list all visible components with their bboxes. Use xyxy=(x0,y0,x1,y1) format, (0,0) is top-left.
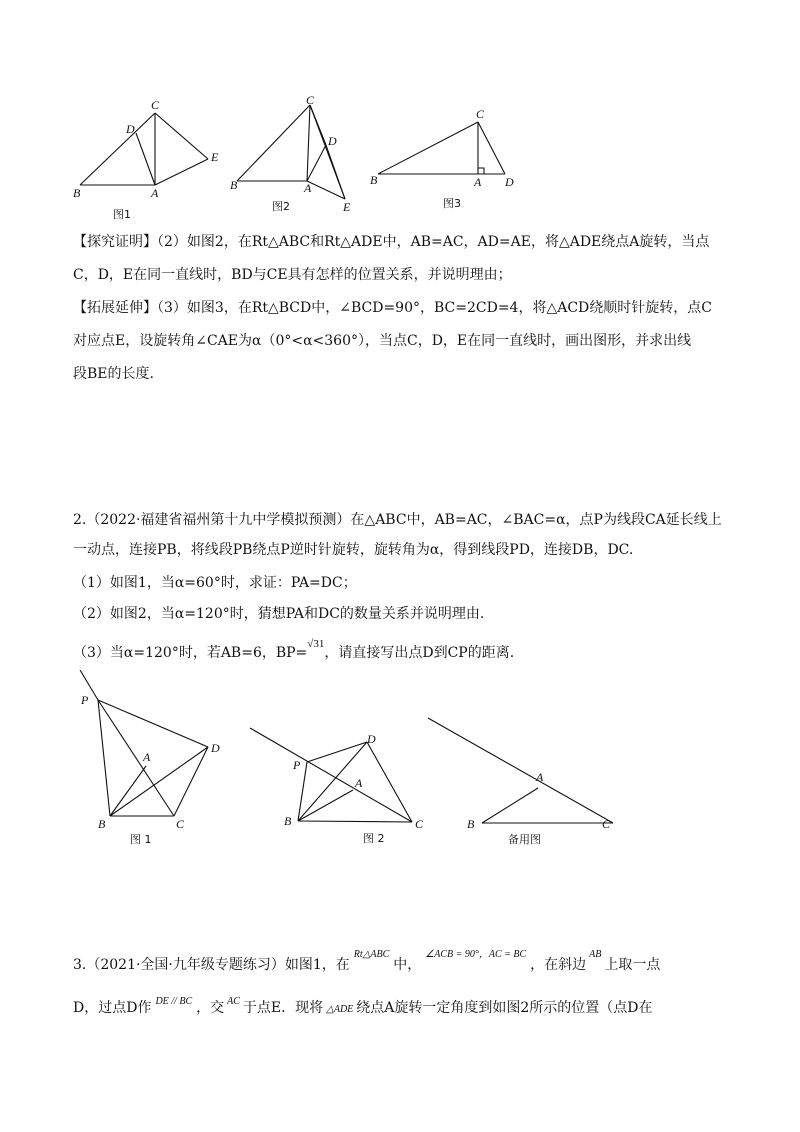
q2-sqrt: √31 xyxy=(307,638,325,650)
fig1-label-E: E xyxy=(211,150,219,164)
fig2-label-A: A xyxy=(304,181,312,195)
top-figures xyxy=(60,95,530,220)
q3-line2 xyxy=(73,998,653,1020)
m-fig3-caption: 备用图 xyxy=(508,833,541,846)
figure-3-triangle xyxy=(370,107,514,210)
m-fig1-label-B: B xyxy=(98,817,106,831)
q3-line1-a: 3.（2021·全国·九年级专题练习）如图1，在 xyxy=(73,957,350,973)
q1-part3-line1: 【拓展延伸】（3）如图3，在Rt△BCD中，∠BCD=90°，BC=2CD=4，将△ACD绕顺时针旋转，点C xyxy=(73,300,712,316)
figure-2-rotation xyxy=(250,728,424,845)
m-fig1-label-C: C xyxy=(176,817,185,831)
figure-1-triangle xyxy=(73,98,219,220)
q3-line1-d: 上取一点 xyxy=(604,957,661,973)
q1-part3-line2: 对应点E，设旋转角∠CAE为α（0°<α<360°），当点C，D，E在同一直线时，画出图形，并求出线 xyxy=(73,333,692,349)
fig3-label-A: A xyxy=(474,175,482,189)
m-fig1-caption: 图 1 xyxy=(130,833,152,846)
q3-line1-b: 中， xyxy=(393,957,422,973)
figure-2-triangle xyxy=(230,95,351,214)
fig2-label-B: B xyxy=(230,178,238,192)
m-fig2-label-P: P xyxy=(293,758,301,772)
q2-line3: （1）如图1，当α=60°时，求证：PA=DC； xyxy=(73,575,357,591)
middle-figures xyxy=(70,670,630,850)
fig1-label-B: B xyxy=(73,186,81,200)
m-fig1-label-A: A xyxy=(143,750,151,764)
fig2-caption: 图2 xyxy=(272,200,290,213)
q3-formula-de: DE // BC xyxy=(155,996,193,1007)
q3-line2-a: D，过点D作 xyxy=(73,1000,152,1016)
m-fig1-label-D: D xyxy=(211,741,220,755)
q3-formula-angle: ∠ACB = 90°，AC = BC xyxy=(425,949,527,960)
fig1-caption: 图1 xyxy=(113,208,131,220)
m-fig3-label-B: B xyxy=(467,817,475,831)
q3-line2-c: 于点E．现将 xyxy=(242,1000,324,1016)
fig3-label-B: B xyxy=(370,173,378,187)
fig1-label-A: A xyxy=(151,186,159,200)
m-fig2-label-A: A xyxy=(355,776,363,790)
m-fig2-label-B: B xyxy=(284,814,292,828)
q1-part3-line3: 段BE的长度. xyxy=(73,366,154,382)
m-fig2-label-D: D xyxy=(367,732,376,746)
q3-formula-rt: Rt△ABC xyxy=(353,949,390,960)
fig3-label-C: C xyxy=(476,107,485,121)
fig2-label-E: E xyxy=(343,200,351,214)
q2-line5-b: ，请直接写出点D到CP的距离. xyxy=(324,645,515,661)
fig2-label-D: D xyxy=(328,134,337,148)
m-fig2-label-C: C xyxy=(415,817,424,831)
q3-formula-ac: AC xyxy=(227,996,240,1007)
q2-line5 xyxy=(73,638,515,664)
fig3-label-D: D xyxy=(505,175,514,189)
figure-1-rotation xyxy=(80,670,220,846)
q3-formula-ab: AB xyxy=(589,949,602,960)
m-fig2-caption: 图 2 xyxy=(363,832,385,845)
q3-line2-b: ，交 xyxy=(196,1000,225,1016)
fig1-label-C: C xyxy=(151,98,160,112)
q1-part2-line1: 【探究证明】（2）如图2，在Rt△ABC和Rt△ADE中，AB=AC，AD=AE，将△ADE绕点A旋转，当点 xyxy=(73,234,710,250)
q2-line4: （2）如图2，当α=120°时，猜想PA和DC的数量关系并说明理由. xyxy=(73,606,485,622)
q2-line2: 一动点，连接PB，将线段PB绕点P逆时针旋转，旋转角为α，得到线段PD，连接DB，DC. xyxy=(73,542,634,558)
q2-line1: 2.（2022·福建省福州第十九中学模拟预测）在△ABC中，AB=AC，∠BAC=α，点P为线段CA延长线上 xyxy=(73,512,722,528)
m-fig3-label-A: A xyxy=(536,770,544,784)
fig1-label-D: D xyxy=(126,122,135,136)
fig2-label-C: C xyxy=(306,95,315,107)
m-fig1-label-P: P xyxy=(81,693,89,707)
m-fig3-label-C: C xyxy=(602,817,611,831)
q3-formula-ade: △ADE xyxy=(326,1004,354,1015)
fig3-caption: 图3 xyxy=(443,197,461,210)
figure-3-spare xyxy=(428,718,613,846)
q2-line5-a: （3）当α=120°时，若AB=6，BP= xyxy=(73,645,308,661)
q1-part2-line2: C，D，E在同一直线时，BD与CE具有怎样的位置关系，并说明理由； xyxy=(73,267,512,283)
q3-line2-d: 绕点A旋转一定角度到如图2所示的位置（点D在 xyxy=(356,1000,653,1016)
q3-line1-c: ，在斜边 xyxy=(530,957,587,973)
